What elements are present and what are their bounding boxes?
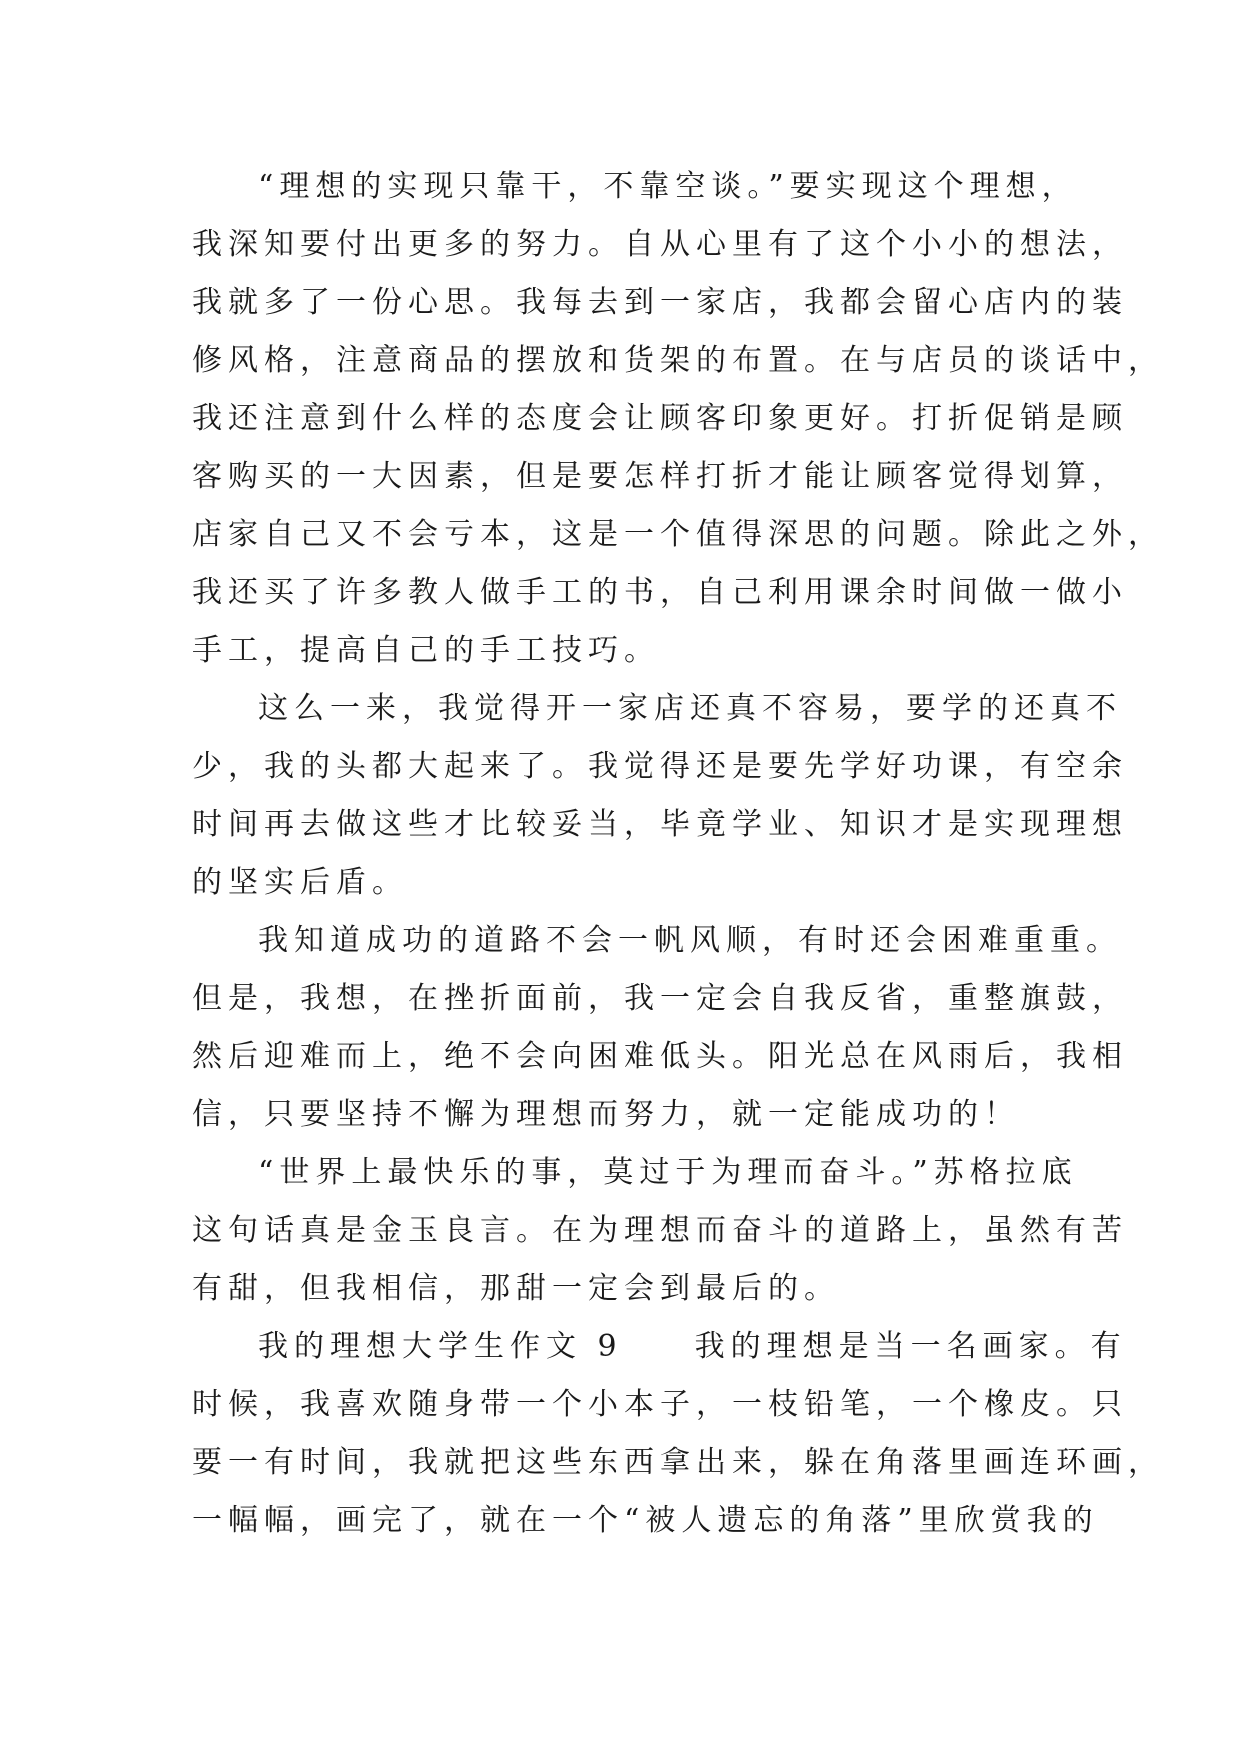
text-line: 要一有时间，我就把这些东西拿出来，躲在角落里画连环画， [192,1445,1164,1480]
text-line: 这句话真是金玉良言。在为理想而奋斗的道路上，虽然有苦 [192,1213,1128,1248]
text-line: 时候，我喜欢随身带一个小本子，一枝铅笔，一个橡皮。只 [192,1387,1128,1422]
text-line: 我知道成功的道路不会一帆风顺，有时还会困难重重。 [258,923,1122,958]
text-line: 我还注意到什么样的态度会让顾客印象更好。打折促销是顾 [192,401,1128,436]
text-line: 的坚实后盾。 [192,865,408,900]
text-line: 我深知要付出更多的努力。自从心里有了这个小小的想法， [192,227,1128,262]
text-line: 然后迎难而上，绝不会向困难低头。阳光总在风雨后，我相 [192,1039,1128,1074]
text-line: 我还买了许多教人做手工的书，自己利用课余时间做一做小 [192,575,1128,610]
text-line: 时间再去做这些才比较妥当，毕竟学业、知识才是实现理想 [192,807,1128,842]
text-line: 但是，我想，在挫折面前，我一定会自我反省，重整旗鼓， [192,981,1128,1016]
text-line: 客购买的一大因素，但是要怎样打折才能让顾客觉得划算， [192,459,1128,494]
text-line: 我就多了一份心思。我每去到一家店，我都会留心店内的装 [192,285,1128,320]
text-line: 一幅幅，画完了，就在一个“被人遗忘的角落”里欣赏我的 [192,1503,1099,1538]
text-line: 手工，提高自己的手工技巧。 [192,633,660,668]
text-line: 信，只要坚持不懈为理想而努力，就一定能成功的！ [192,1097,1020,1132]
text-line: 店家自己又不会亏本，这是一个值得深思的问题。除此之外， [192,517,1164,552]
text-line: “理想的实现只靠干，不靠空谈。”要实现这个理想， [258,169,1078,204]
text-line: 我的理想大学生作文 9 我的理想是当一名画家。有 [258,1329,1127,1364]
text-line: 修风格，注意商品的摆放和货架的布置。在与店员的谈话中， [192,343,1164,378]
text-line: 这么一来，我觉得开一家店还真不容易，要学的还真不 [258,691,1122,726]
text-line: “世界上最快乐的事，莫过于为理而奋斗。”苏格拉底 [258,1155,1078,1190]
document-body [192,158,1164,1550]
text-line: 有甜，但我相信，那甜一定会到最后的。 [192,1271,840,1306]
text-line: 少，我的头都大起来了。我觉得还是要先学好功课，有空余 [192,749,1128,784]
